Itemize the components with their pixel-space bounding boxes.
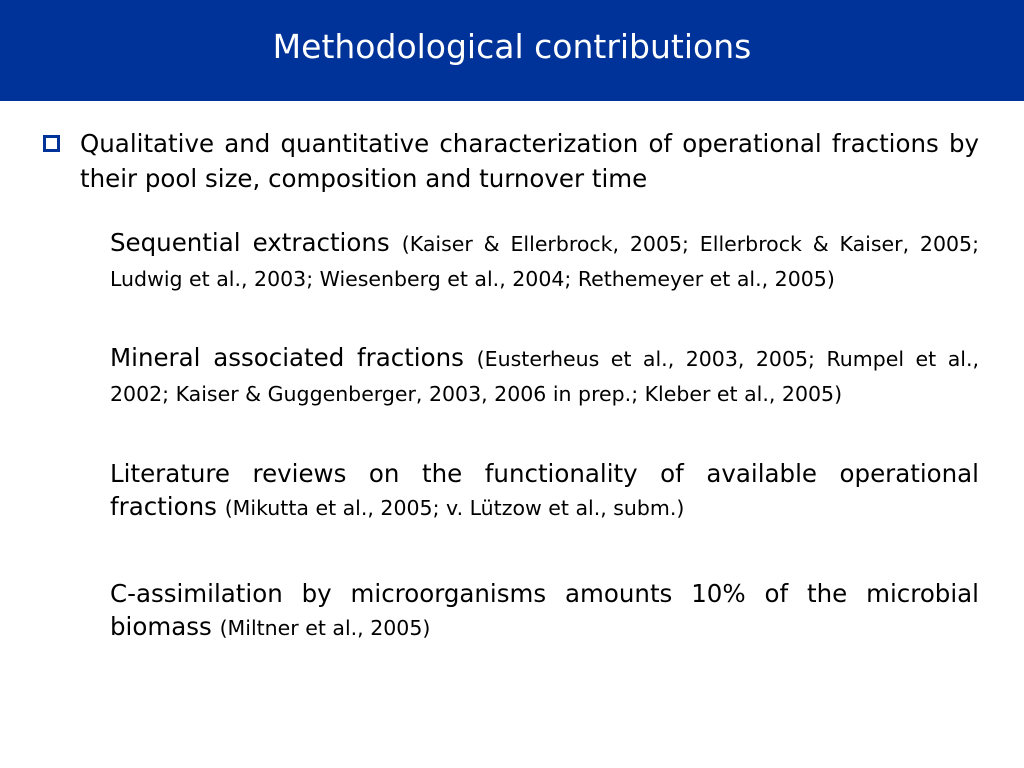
sub-item-literature-reviews (110, 457, 979, 525)
sub-item-text: Mineral associated fractions (110, 343, 464, 372)
sub-item-text: C-assimilation by microorganisms amounts 10% of the microbial biomass (110, 579, 979, 641)
sub-item-reference: (Miltner et al., 2005) (219, 616, 431, 640)
sub-item-mineral-associated-fractions (110, 341, 979, 411)
sub-item-sequential-extractions (110, 226, 979, 296)
hollow-square-bullet-icon (43, 135, 60, 152)
sub-item-c-assimilation (110, 577, 979, 645)
main-bullet-text: Qualitative and quantitative characterization of operational fractions by their pool size, composition and turnover time (80, 129, 979, 193)
slide-title: Methodological contributions (272, 27, 752, 66)
sub-item-reference: (Mikutta et al., 2005; v. Lützow et al., subm.) (224, 496, 685, 520)
sub-item-reference: (Eusterheus et al., 2003, 2005; Rumpel et al., 2002; Kaiser & Guggenberger, 2003, 2006 in prep.; Kleber et al., 2005) (110, 347, 979, 406)
title-bar (0, 0, 1024, 101)
sub-item-text: Literature reviews on the functionality of available operational fractions (110, 459, 979, 521)
sub-item-text: Sequential extractions (110, 228, 390, 257)
sub-item-reference: (Kaiser & Ellerbrock, 2005; Ellerbrock & Kaiser, 2005; Ludwig et al., 2003; Wiesenberg et al., 2004; Rethemeyer et al., 2005) (110, 232, 980, 291)
